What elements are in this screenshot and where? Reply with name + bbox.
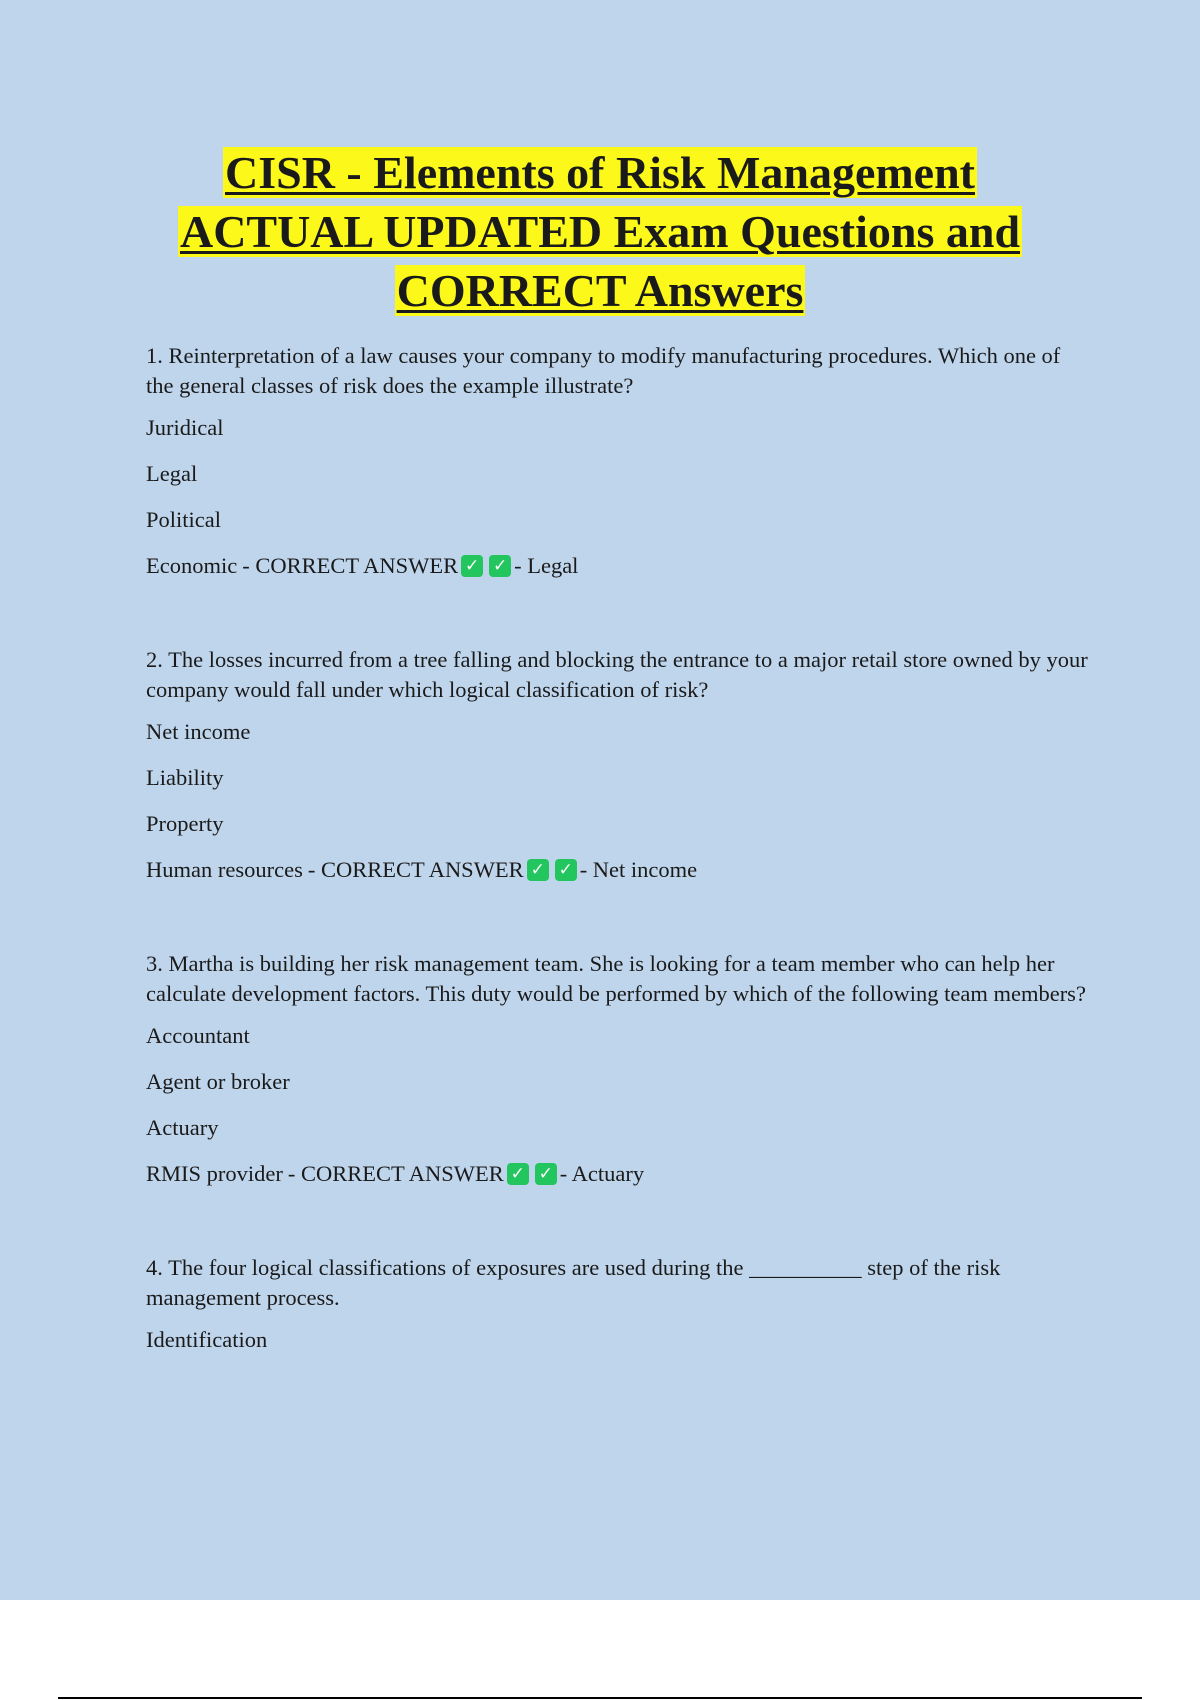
question-2 xyxy=(146,645,1091,885)
option: Accountant xyxy=(146,1023,250,1048)
answer-line xyxy=(146,551,1091,581)
option: Net income xyxy=(146,719,251,744)
option: Economic xyxy=(146,553,238,578)
check-mark-icon: ✓ xyxy=(535,1163,557,1185)
check-mark-icon: ✓ xyxy=(507,1163,529,1185)
option: Legal xyxy=(146,461,198,486)
option: Liability xyxy=(146,765,224,790)
question-4 xyxy=(146,1253,1091,1355)
question-1 xyxy=(146,341,1091,581)
option: Actuary xyxy=(146,1115,219,1140)
question-3 xyxy=(146,949,1091,1189)
check-mark-icon: ✓ xyxy=(489,555,511,577)
option: Agent or broker xyxy=(146,1069,290,1094)
question-list xyxy=(146,341,1091,1419)
question-text: 4. The four logical classifications of exposures are used during the __________ step of the risk management process. xyxy=(146,1255,1001,1310)
footer-divider xyxy=(58,1697,1142,1699)
check-mark-icon: ✓ xyxy=(555,859,577,881)
option: RMIS provider xyxy=(146,1161,283,1186)
document-title xyxy=(0,143,1200,320)
option: Identification xyxy=(146,1327,268,1352)
answer-line xyxy=(146,855,1091,885)
check-mark-icon: ✓ xyxy=(461,555,483,577)
correct-answer: - Net income xyxy=(579,857,698,882)
answer-line xyxy=(146,1159,1091,1189)
title-line-1: CISR - Elements of Risk Management xyxy=(224,147,975,198)
option: Political xyxy=(146,507,221,532)
correct-answer-label: - CORRECT ANSWER xyxy=(307,857,524,882)
check-mark-icon: ✓ xyxy=(527,859,549,881)
option: Property xyxy=(146,811,224,836)
correct-answer-label: - CORRECT ANSWER xyxy=(287,1161,504,1186)
title-line-2: ACTUAL UPDATED Exam Questions and xyxy=(179,206,1021,257)
question-text: 2. The losses incurred from a tree falling and blocking the entrance to a major retail store owned by your company would fall under which logical classification of risk? xyxy=(146,647,1088,702)
title-line-3: CORRECT Answers xyxy=(396,265,804,316)
question-text: 1. Reinterpretation of a law causes your company to modify manufacturing procedures. Which one of the general classes of risk does the example illustrate? xyxy=(146,343,1061,398)
option: Human resources xyxy=(146,857,303,882)
option: Juridical xyxy=(146,415,224,440)
correct-answer-label: - CORRECT ANSWER xyxy=(242,553,459,578)
question-text: 3. Martha is building her risk management team. She is looking for a team member who can help her calculate development factors. This duty would be performed by which of the following team members? xyxy=(146,951,1086,1006)
correct-answer: - Actuary xyxy=(559,1161,645,1186)
correct-answer: - Legal xyxy=(514,553,579,578)
